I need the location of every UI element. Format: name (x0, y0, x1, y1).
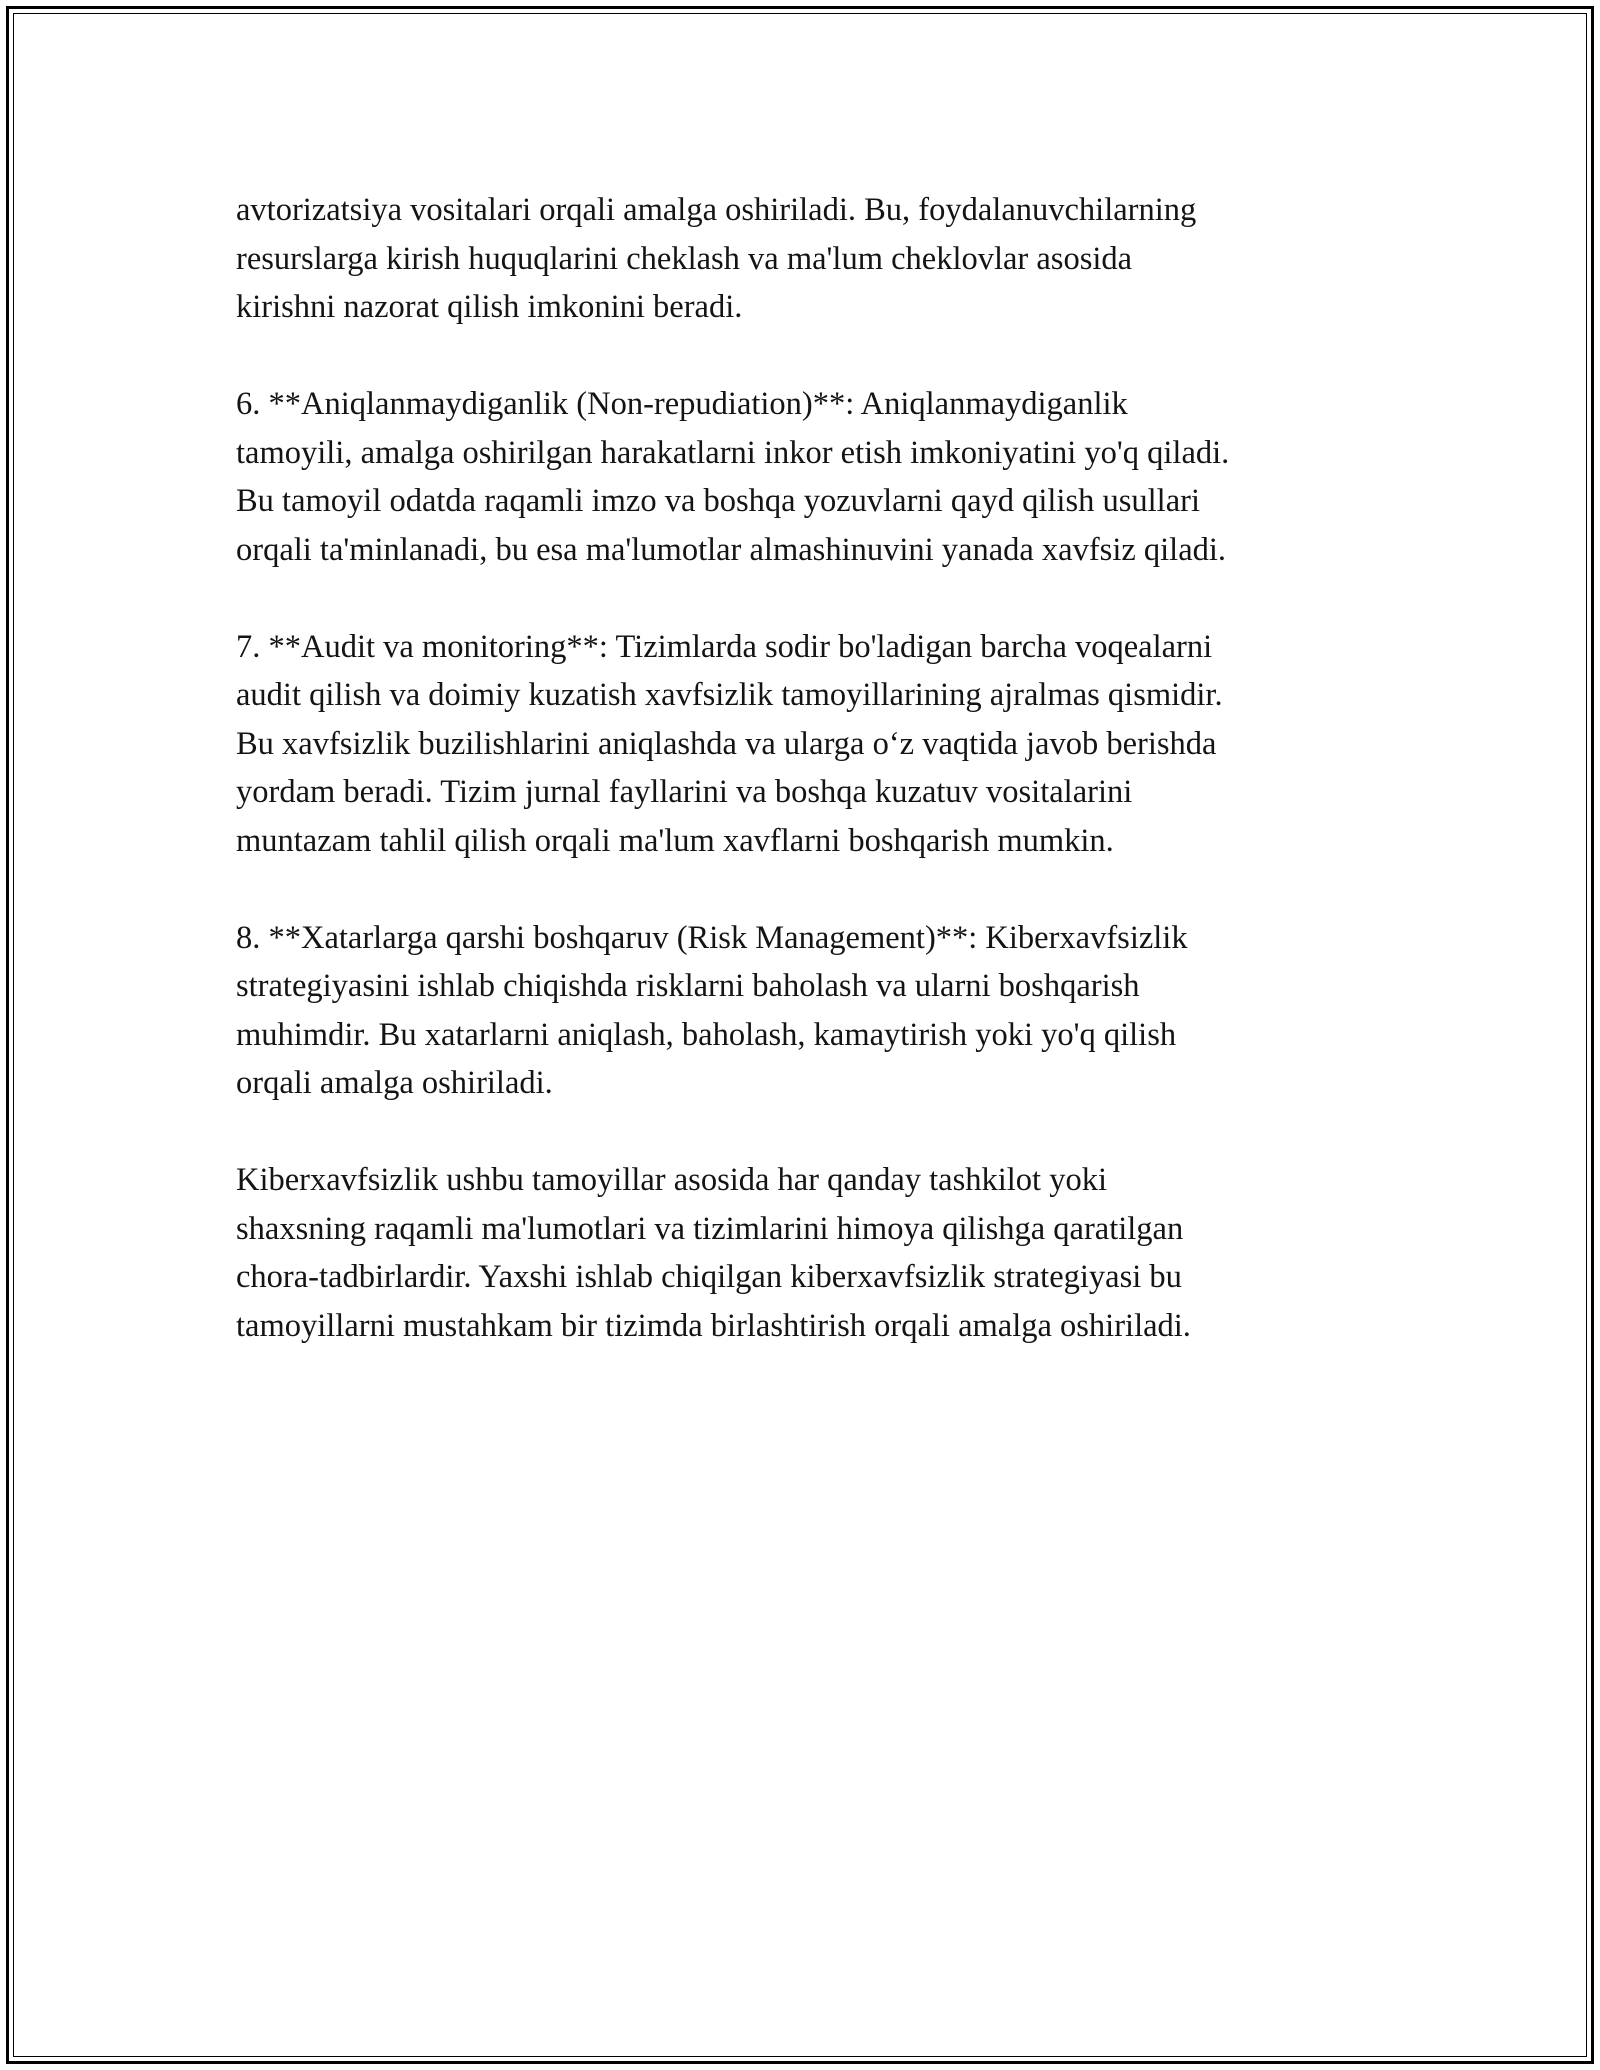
text-line: muntazam tahlil qilish orqali ma'lum xavflarni boshqarish mumkin. (236, 822, 1114, 859)
text-line: yordam beradi. Tizim jurnal fayllarini va boshqa kuzatuv vositalarini (236, 774, 1133, 810)
document-body (236, 186, 1396, 1399)
text-line: Bu xavfsizlik buzilishlarini aniqlashda va ularga o‘z vaqtida javob berishda (236, 725, 1217, 762)
text-line: 6. **Aniqlanmaydiganlik (Non-repudiation)**: Aniqlanmaydiganlik (236, 386, 1128, 422)
text-line: tamoyillarni mustahkam bir tizimda birlashtirish orqali amalga oshiriladi. (236, 1307, 1191, 1344)
text-line: 7. **Audit va monitoring**: Tizimlarda sodir bo'ladigan barcha voqealarni (236, 628, 1213, 665)
text-line: orqali amalga oshiriladi. (236, 1065, 553, 1101)
text-line: tamoyili, amalga oshirilgan harakatlarni inkor etish imkoniyatini yo'q qiladi. (236, 434, 1230, 471)
text-line: Kiberxavfsizlik ushbu tamoyillar asosida har qanday tashkilot yoki (236, 1162, 1107, 1198)
text-line: avtorizatsiya vositalari orqali amalga oshiriladi. Bu, foydalanuvchilarning (236, 192, 1197, 228)
text-line: muhimdir. Bu xatarlarni aniqlash, baholash, kamaytirish yoki yo'q qilish (236, 1016, 1177, 1053)
text-line: Bu tamoyil odatda raqamli imzo va boshqa yozuvlarni qayd qilish usullari (236, 483, 1200, 519)
text-line: kirishni nazorat qilish imkonini beradi. (236, 289, 743, 325)
text-line: resurslarga kirish huquqlarini cheklash va ma'lum cheklovlar asosida (236, 240, 1133, 277)
text-line: 8. **Xatarlarga qarshi boshqaruv (Risk Management)**: Kiberxavfsizlik (236, 919, 1188, 956)
text-line: audit qilish va doimiy kuzatish xavfsizlik tamoyillarining ajralmas qismidir. (236, 677, 1223, 713)
paragraph-audit-monitoring (236, 623, 1396, 866)
text-line: chora-tadbirlardir. Yaxshi ishlab chiqilgan kiberxavfsizlik strategiyasi bu (236, 1259, 1182, 1295)
text-line: orqali ta'minlanadi, bu esa ma'lumotlar almashinuvini yanada xavfsiz qiladi. (236, 531, 1227, 568)
paragraph-risk-management (236, 914, 1396, 1108)
text-line: strategiyasini ishlab chiqishda risklarni baholash va ularni boshqarish (236, 968, 1140, 1004)
text-line: shaxsning raqamli ma'lumotlari va tizimlarini himoya qilishga qaratilgan (236, 1210, 1184, 1247)
paragraph-non-repudiation (236, 380, 1396, 574)
paragraph-authorization-continued (236, 186, 1396, 332)
paragraph-conclusion (236, 1156, 1396, 1350)
